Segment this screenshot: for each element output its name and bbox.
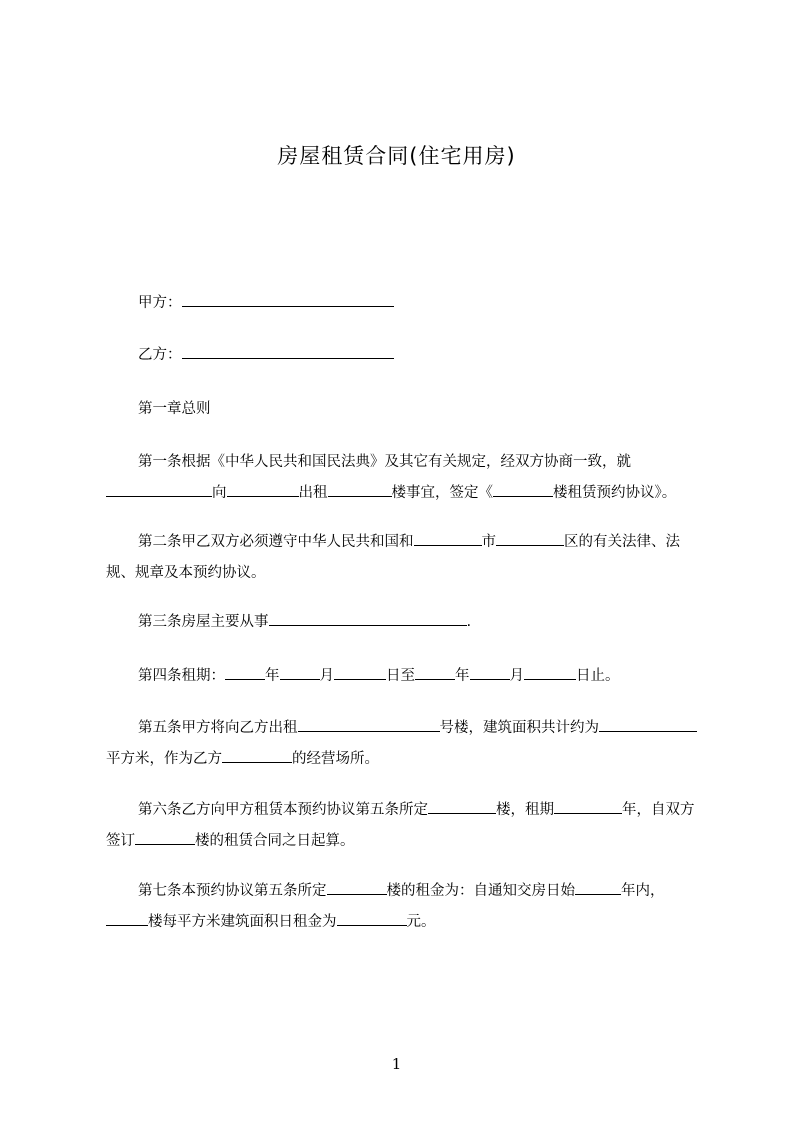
blank [414,531,482,546]
blank [328,482,392,497]
party-b-label: 乙方： [138,347,182,363]
blank [554,799,622,814]
blank [227,482,299,497]
blank [428,799,496,814]
blank [493,482,553,497]
chapter-heading: 第一章总则 [138,401,211,417]
article-1: 第一条根据《中华人民共和国民法典》及其它有关规定，经双方协商一致，就向 出租 楼事宜，签定《 楼租赁预约协议》。 [106,447,706,509]
blank [337,911,407,926]
blank [225,665,265,680]
blank [106,482,212,497]
article-4: 第四条租期： 年 月 日至 年 月 日止。 [138,665,620,686]
article-7: 第七条本预约协议第五条所定 楼的租金为：自通知交房日始 年内，楼每平方米建筑面积日租金为 元。 [106,876,706,938]
blank [135,830,195,845]
party-b-blank [182,344,394,359]
document-title: 房屋租赁合同(住宅用房) [277,144,516,168]
blank [280,665,320,680]
party-a-line [138,292,394,313]
blank [599,717,697,732]
article-6: 第六条乙方向甲方租赁本预约协议第五条所定 楼，租期 年，自双方签订 楼的租赁合同之日起算。 [106,795,706,857]
blank [524,665,576,680]
article-5: 第五条甲方将向乙方出租 号楼，建筑面积共计约为平方米，作为乙方 的经营场所。 [106,713,706,775]
article-2: 第二条甲乙双方必须遵守中华人民共和国和 市 区的有关法律、法规、规章及本预约协议。 [106,527,706,589]
blank [575,880,621,895]
party-a-blank [182,292,394,307]
page-number: 1 [391,1055,402,1073]
party-b-line [138,344,394,365]
blank [415,665,455,680]
blank [327,880,387,895]
blank [334,665,386,680]
article-3: 第三条房屋主要从事 . [138,611,471,632]
blank [269,611,467,626]
blank [496,531,564,546]
blank [298,717,440,732]
party-a-label: 甲方： [138,295,182,311]
blank [222,748,292,763]
blank [470,665,510,680]
blank [106,911,148,926]
